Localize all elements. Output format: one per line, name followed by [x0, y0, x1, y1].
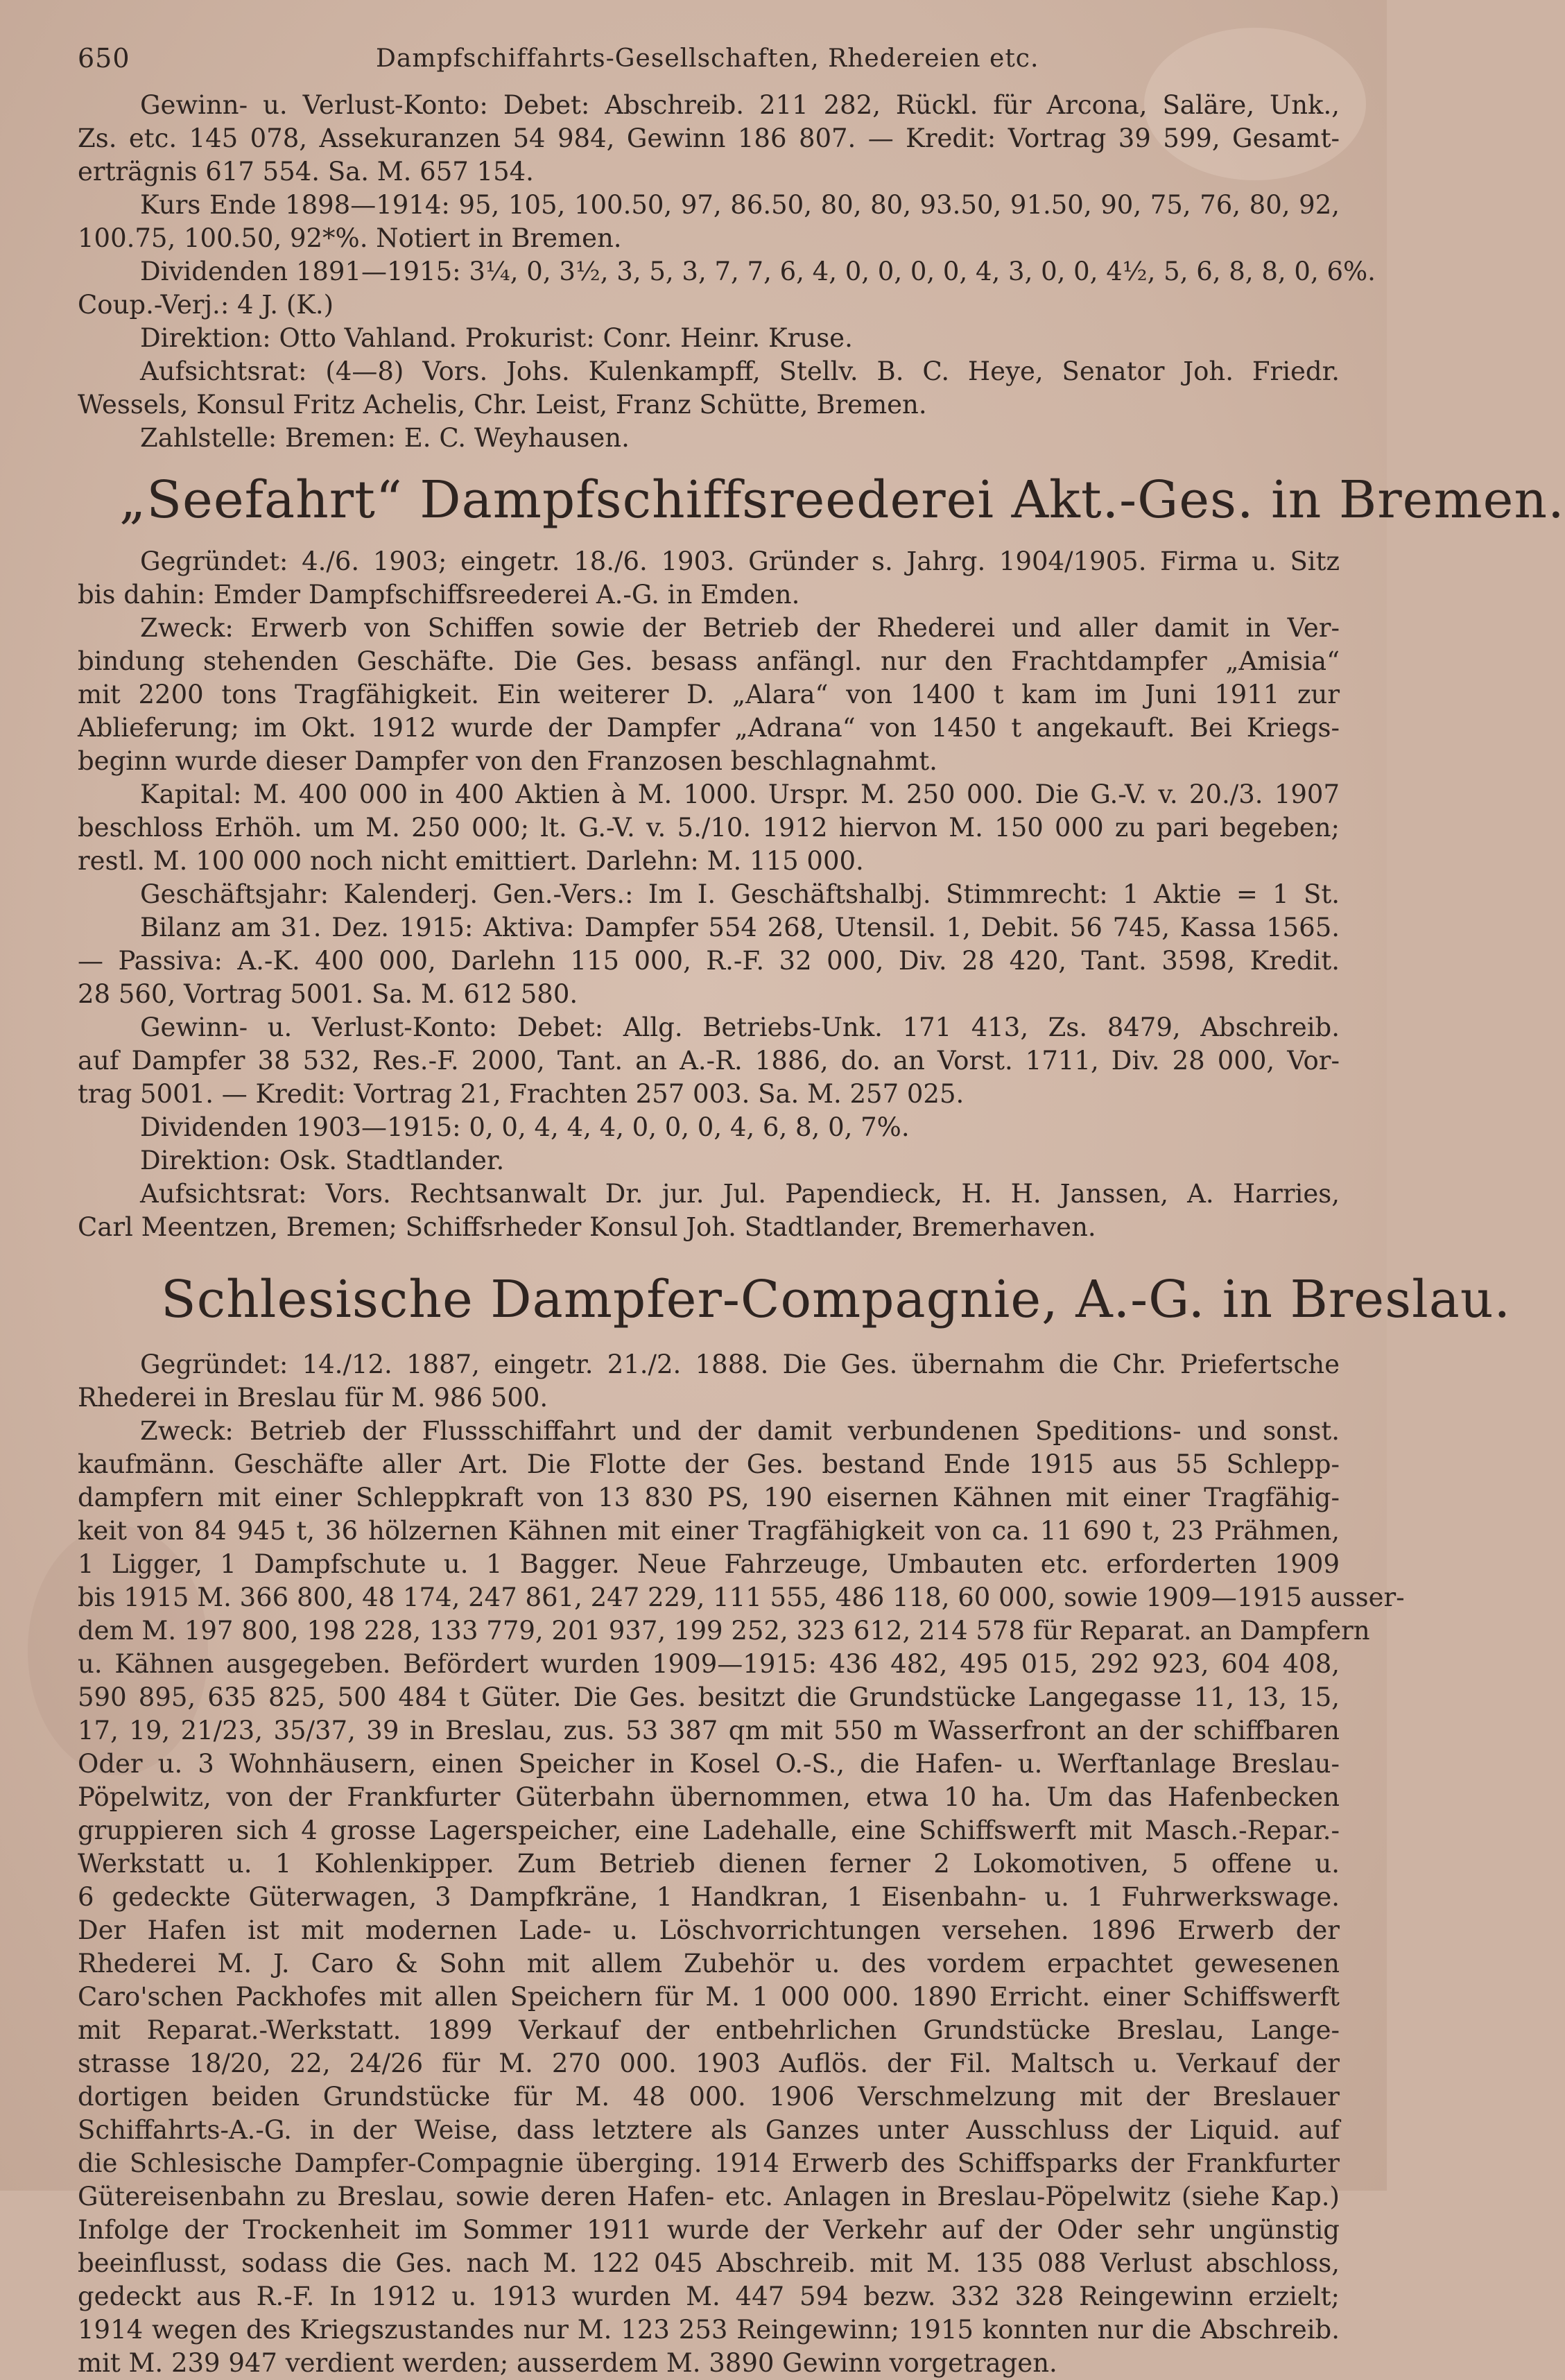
text-line: 100.75, 100.50, 92*%. Notiert in Bremen. — [78, 223, 622, 253]
text-line: Zweck: Erwerb von Schiffen sowie der Betrieb der Rhederei und aller damit in Ver- — [140, 613, 1340, 643]
text-line: mit Reparat.-Werkstatt. 1899 Verkauf der entbehrlichen Grundstücke Breslau, Lange- — [78, 2015, 1340, 2045]
text-line: Zs. etc. 145 078, Assekuranzen 54 984, Gewinn 186 807. — Kredit: Vortrag 39 599, Gesamt- — [78, 123, 1340, 153]
text-line: Pöpelwitz, von der Frankfurter Güterbahn übernommen, etwa 10 ha. Um das Hafenbecken — [78, 1782, 1340, 1812]
text-line: Der Hafen ist mit modernen Lade- u. Löschvorrichtungen versehen. 1896 Erwerb der — [78, 1915, 1340, 1945]
text-line: gruppieren sich 4 grosse Lagerspeicher, eine Ladehalle, eine Schiffswerft mit Masch.-Repar.- — [78, 1816, 1340, 1845]
text-line: keit von 84 945 t, 36 hölzernen Kähnen mit einer Tragfähigkeit von ca. 11 690 t, 23 Prähmen, — [78, 1516, 1340, 1546]
text-line: Dividenden 1903—1915: 0, 0, 4, 4, 4, 0, 0, 0, 4, 6, 8, 0, 7%. — [140, 1112, 910, 1142]
text-line: 28 560, Vortrag 5001. Sa. M. 612 580. — [78, 979, 578, 1009]
page-number: 650 — [78, 43, 130, 74]
text-line: bis dahin: Emder Dampfschiffsreederei A.-G. in Emden. — [78, 580, 800, 610]
text-line: dem M. 197 800, 198 228, 133 779, 201 937, 199 252, 323 612, 214 578 für Reparat. an Dampfern — [78, 1616, 1370, 1646]
text-line: mit M. 239 947 verdient werden; ausserdem M. 3890 Gewinn vorgetragen. — [78, 2348, 1057, 2378]
text-line: Werkstatt u. 1 Kohlenkipper. Zum Betrieb dienen ferner 2 Lokomotiven, 5 offene u. — [78, 1849, 1340, 1879]
text-line: Kurs Ende 1898—1914: 95, 105, 100.50, 97, 86.50, 80, 80, 93.50, 91.50, 90, 75, 76, 80, 92, — [140, 190, 1340, 220]
page-header — [78, 36, 1326, 78]
text-line: u. Kähnen ausgegeben. Befördert wurden 1909—1915: 436 482, 495 015, 292 923, 604 408, — [78, 1649, 1340, 1679]
text-line: 6 gedeckte Güterwagen, 3 Dampfkräne, 1 Handkran, 1 Eisenbahn- u. 1 Fuhrwerkswage. — [78, 1882, 1340, 1912]
text-line: Oder u. 3 Wohnhäusern, einen Speicher in Kosel O.-S., die Hafen- u. Werftanlage Breslau- — [78, 1749, 1340, 1779]
text-line: Coup.-Verj.: 4 J. (K.) — [78, 290, 334, 320]
text-line: Infolge der Trockenheit im Sommer 1911 wurde der Verkehr auf der Oder sehr ungünstig — [78, 2215, 1340, 2245]
text-line: 1914 wegen des Kriegszustandes nur M. 123 253 Reingewinn; 1915 konnten nur die Abschreib. — [78, 2315, 1340, 2345]
text-line: Gegründet: 4./6. 1903; eingetr. 18./6. 1903. Gründer s. Jahrg. 1904/1905. Firma u. Sitz — [140, 546, 1340, 576]
text-line: — Passiva: A.-K. 400 000, Darlehn 115 000, R.-F. 32 000, Div. 28 420, Tant. 3598, Kredit. — [78, 946, 1340, 976]
text-line: trag 5001. — Kredit: Vortrag 21, Frachten 257 003. Sa. M. 257 025. — [78, 1079, 965, 1109]
text-line: gedeckt aus R.-F. In 1912 u. 1913 wurden M. 447 594 bezw. 332 328 Reingewinn erzielt; — [78, 2282, 1340, 2311]
text-line: Aufsichtsrat: Vors. Rechtsanwalt Dr. jur. Jul. Papendieck, H. H. Janssen, A. Harries, — [140, 1179, 1340, 1209]
text-line: Bilanz am 31. Dez. 1915: Aktiva: Dampfer 554 268, Utensil. 1, Debit. 56 745, Kassa 1565. — [140, 913, 1340, 942]
text-line: Zweck: Betrieb der Flussschiffahrt und der damit verbundenen Speditions- und sonst. — [140, 1416, 1340, 1446]
text-line: 590 895, 635 825, 500 484 t Güter. Die Ges. besitzt die Grundstücke Langegasse 11, 13, 15, — [78, 1682, 1340, 1712]
text-line: Caro'schen Packhofes mit allen Speichern für M. 1 000 000. 1890 Erricht. einer Schiffswerft — [78, 1982, 1340, 2012]
text-line: Gewinn- u. Verlust-Konto: Debet: Allg. Betriebs-Unk. 171 413, Zs. 8479, Abschreib. — [140, 1012, 1340, 1042]
text-line: Carl Meentzen, Bremen; Schiffsrheder Konsul Joh. Stadtlander, Bremerhaven. — [78, 1212, 1096, 1242]
text-line: Gewinn- u. Verlust-Konto: Debet: Abschreib. 211 282, Rückl. für Arcona, Saläre, Unk., — [140, 90, 1340, 120]
text-line: Kapital: M. 400 000 in 400 Aktien à M. 1000. Urspr. M. 250 000. Die G.-V. v. 20./3. 1907 — [140, 779, 1340, 809]
text-line: Dividenden 1891—1915: 3¼, 0, 3½, 3, 5, 3, 7, 7, 6, 4, 0, 0, 0, 0, 4, 3, 0, 0, 4½, 5, 6, 8, 8, 0, 6%. — [140, 257, 1376, 286]
running-head: Dampfschiffahrts-Gesellschaften, Rhedereien etc. — [376, 44, 1039, 73]
text-line: beginn wurde dieser Dampfer von den Franzosen beschlagnahmt. — [78, 746, 937, 776]
text-line: 1 Ligger, 1 Dampfschute u. 1 Bagger. Neue Fahrzeuge, Umbauten etc. erforderten 1909 — [78, 1549, 1340, 1579]
text-line: beschloss Erhöh. um M. 250 000; lt. G.-V. v. 5./10. 1912 hiervon M. 150 000 zu pari begeben; — [78, 813, 1340, 843]
text-line: Wessels, Konsul Fritz Achelis, Chr. Leist, Franz Schütte, Bremen. — [78, 390, 927, 420]
page-content — [78, 89, 1565, 2380]
text-line: Aufsichtsrat: (4—8) Vors. Johs. Kulenkampff, Stellv. B. C. Heye, Senator Joh. Friedr. — [140, 356, 1340, 386]
text-line: Rhederei M. J. Caro & Sohn mit allem Zubehör u. des vordem erpachtet gewesenen — [78, 1949, 1340, 1978]
text-line: bis 1915 M. 366 800, 48 174, 247 861, 247 229, 111 555, 486 118, 60 000, sowie 1909—1915 ausser- — [78, 1583, 1405, 1612]
text-line: Gegründet: 14./12. 1887, eingetr. 21./2. 1888. Die Ges. übernahm die Chr. Priefertsche — [140, 1349, 1340, 1379]
text-line: strasse 18/20, 22, 24/26 für M. 270 000. 1903 Auflös. der Fil. Maltsch u. Verkauf der — [78, 2049, 1340, 2078]
entry-schlesische — [78, 1244, 1512, 2380]
text-line: bindung stehenden Geschäfte. Die Ges. besass anfängl. nur den Frachtdampfer „Amisia“ — [78, 646, 1340, 676]
text-line: dampfern mit einer Schleppkraft von 13 830 PS, 190 eisernen Kähnen mit einer Tragfähig- — [78, 1483, 1340, 1512]
text-line: Direktion: Osk. Stadtlander. — [140, 1146, 505, 1175]
text-line: dortigen beiden Grundstücke für M. 48 000. 1906 Verschmelzung mit der Breslauer — [78, 2082, 1340, 2112]
text-line: Ablieferung; im Okt. 1912 wurde der Dampfer „Adrana“ von 1450 t angekauft. Bei Kriegs- — [78, 713, 1340, 743]
entry-seefahrt — [78, 455, 1565, 1244]
text-line: Geschäftsjahr: Kalenderj. Gen.-Vers.: Im I. Geschäftshalbj. Stimmrecht: 1 Aktie = 1 St. — [140, 879, 1340, 909]
text-line: beeinflusst, sodass die Ges. nach M. 122 045 Abschreib. mit M. 135 088 Verlust abschloss, — [78, 2248, 1340, 2278]
text-line: kaufmänn. Geschäfte aller Art. Die Flotte der Ges. bestand Ende 1915 aus 55 Schlepp- — [78, 1449, 1340, 1479]
text-line: Zahlstelle: Bremen: E. C. Weyhausen. — [140, 423, 630, 453]
text-line: die Schlesische Dampfer-Compagnie überging. 1914 Erwerb des Schiffsparks der Frankfurter — [78, 2148, 1340, 2178]
text-line: 17, 19, 21/23, 35/37, 39 in Breslau, zus. 53 387 qm mit 550 m Wasserfront an der schiffbaren — [78, 1716, 1340, 1745]
text-line: Schiffahrts-A.-G. in der Weise, dass letztere als Ganzes unter Ausschluss der Liquid. auf — [78, 2115, 1340, 2145]
text-line: Rhederei in Breslau für M. 986 500. — [78, 1383, 548, 1413]
text-line: mit 2200 tons Tragfähigkeit. Ein weiterer D. „Alara“ von 1400 t kam im Juni 1911 zur — [78, 680, 1340, 709]
company-title: „Seefahrt“ Dampfschiffsreederei Akt.-Ges. in Bremen. — [119, 470, 1565, 530]
entry-previous-company — [78, 89, 1376, 455]
text-line: auf Dampfer 38 532, Res.-F. 2000, Tant. an A.-R. 1886, do. an Vorst. 1711, Div. 28 000, Vor- — [78, 1046, 1340, 1076]
text-line: Gütereisenbahn zu Breslau, sowie deren Hafen- etc. Anlagen in Breslau-Pöpelwitz (siehe Kap.) — [78, 2182, 1340, 2211]
text-line: restl. M. 100 000 noch nicht emittiert. Darlehn: M. 115 000. — [78, 846, 864, 876]
text-line: Direktion: Otto Vahland. Prokurist: Conr. Heinr. Kruse. — [140, 323, 853, 353]
text-line: erträgnis 617 554. Sa. M. 657 154. — [78, 157, 534, 187]
company-title: Schlesische Dampfer-Compagnie, A.-G. in Breslau. — [161, 1270, 1512, 1329]
